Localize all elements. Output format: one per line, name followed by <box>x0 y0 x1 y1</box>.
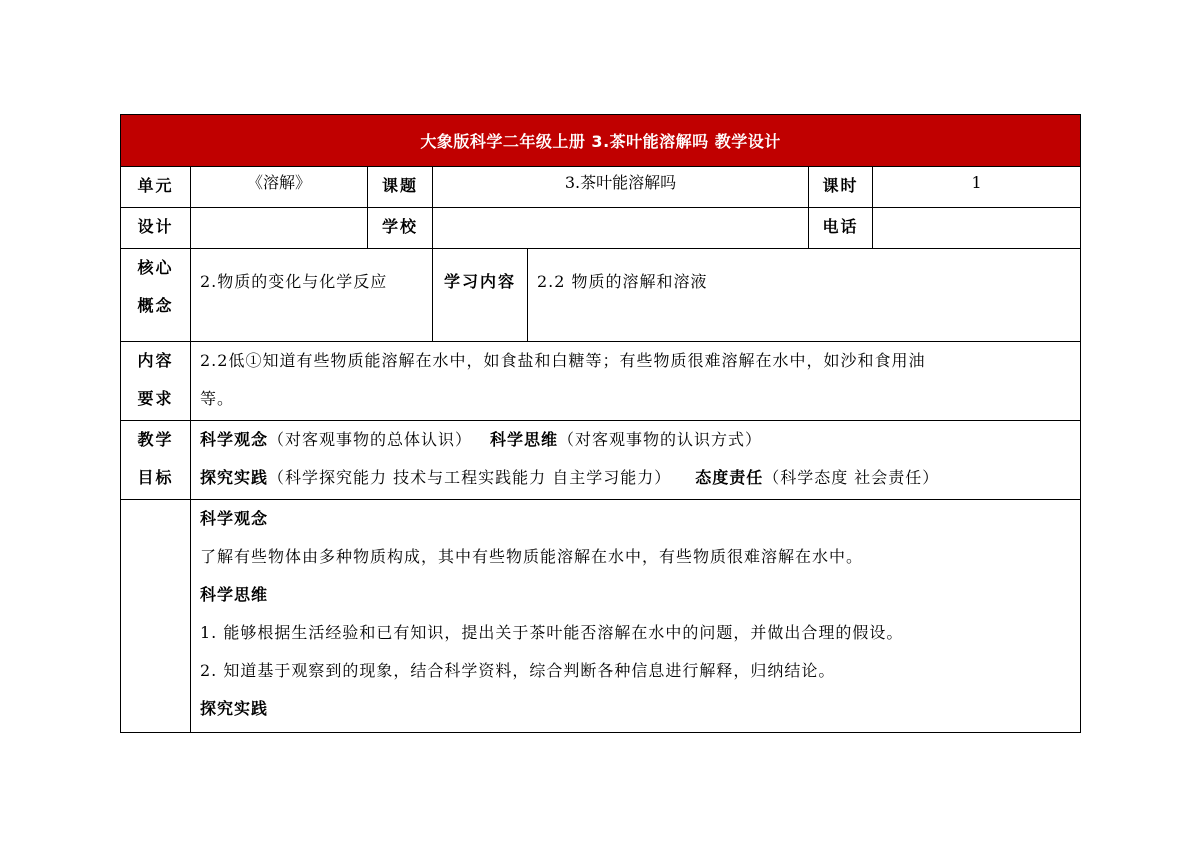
school-value <box>433 208 809 249</box>
lesson-plan-page <box>120 114 1080 733</box>
detail-heading-inquiry-practice: 探究实践 <box>200 699 269 718</box>
goal-science-concept-desc: （对客观事物的总体认识） <box>268 430 473 449</box>
goal-attitude-responsibility-desc: （科学态度 社会责任） <box>763 468 940 487</box>
period-value: 1 <box>873 167 1081 208</box>
goal-inquiry-practice: 探究实践 <box>200 468 269 487</box>
goals-label-line-2: 目标 <box>137 468 174 487</box>
goal-inquiry-practice-desc: （科学探究能力 技术与工程实践能力 自主学习能力） <box>268 468 672 487</box>
core-label-line-2: 概念 <box>137 296 174 315</box>
goal-science-thinking-desc: （对客观事物的认识方式） <box>558 430 763 449</box>
design-value <box>191 208 368 249</box>
requirements-line-1: 2.2低①知道有些物质能溶解在水中，如食盐和白糖等；有些物质很难溶解在水中，如沙和食用油 <box>200 351 926 370</box>
requirements-label <box>121 342 191 421</box>
core-label-line-1: 核心 <box>137 258 174 277</box>
period-label: 课时 <box>809 167 873 208</box>
lesson-plan-table <box>120 114 1081 733</box>
learning-content-label: 学习内容 <box>433 249 528 342</box>
goals-line-1 <box>200 421 1074 459</box>
row-content-requirements <box>121 342 1081 421</box>
core-concept-label <box>121 249 191 342</box>
row-goal-details <box>121 500 1081 733</box>
row-design <box>121 208 1081 249</box>
goal-science-thinking: 科学思维 <box>490 430 559 449</box>
school-label: 学校 <box>368 208 433 249</box>
unit-value: 《溶解》 <box>191 167 368 208</box>
goals-label <box>121 421 191 500</box>
goal-science-concept: 科学观念 <box>200 430 269 449</box>
unit-label: 单元 <box>121 167 191 208</box>
learning-content-value <box>528 249 1081 342</box>
goal-details-label <box>121 500 191 733</box>
requirements-value <box>191 342 1081 421</box>
row-core-concept <box>121 249 1081 342</box>
req-label-line-1: 内容 <box>137 351 174 370</box>
req-label-line-2: 要求 <box>137 389 174 408</box>
detail-heading-science-thinking: 科学思维 <box>200 585 269 604</box>
core-concept-value <box>191 249 433 342</box>
detail-science-thinking-item-2: 2. 知道基于观察到的现象，结合科学资料，综合判断各种信息进行解释，归纳结论。 <box>200 661 836 680</box>
goals-value <box>191 421 1081 500</box>
goals-line-2 <box>200 459 1074 497</box>
learning-content-text: 2.2 物质的溶解和溶液 <box>537 272 708 291</box>
goals-label-line-1: 教学 <box>137 430 174 449</box>
core-concept-text: 2.物质的变化与化学反应 <box>200 272 388 291</box>
phone-label: 电话 <box>809 208 873 249</box>
topic-value: 3.茶叶能溶解吗 <box>433 167 809 208</box>
detail-science-thinking-item-1: 1. 能够根据生活经验和已有知识，提出关于茶叶能否溶解在水中的问题，并做出合理的假设。 <box>200 623 904 642</box>
document-title: 大象版科学二年级上册 3.茶叶能溶解吗 教学设计 <box>121 115 1081 167</box>
row-unit <box>121 167 1081 208</box>
design-label: 设计 <box>121 208 191 249</box>
detail-science-concept-text: 了解有些物体由多种物质构成，其中有些物质能溶解在水中，有些物质很难溶解在水中。 <box>200 547 864 566</box>
row-teaching-goals <box>121 421 1081 500</box>
topic-label: 课题 <box>368 167 433 208</box>
detail-heading-science-concept: 科学观念 <box>200 509 269 528</box>
goal-details-value <box>191 500 1081 733</box>
phone-value <box>873 208 1081 249</box>
requirements-line-2: 等。 <box>200 389 235 408</box>
goal-attitude-responsibility: 态度责任 <box>695 468 764 487</box>
